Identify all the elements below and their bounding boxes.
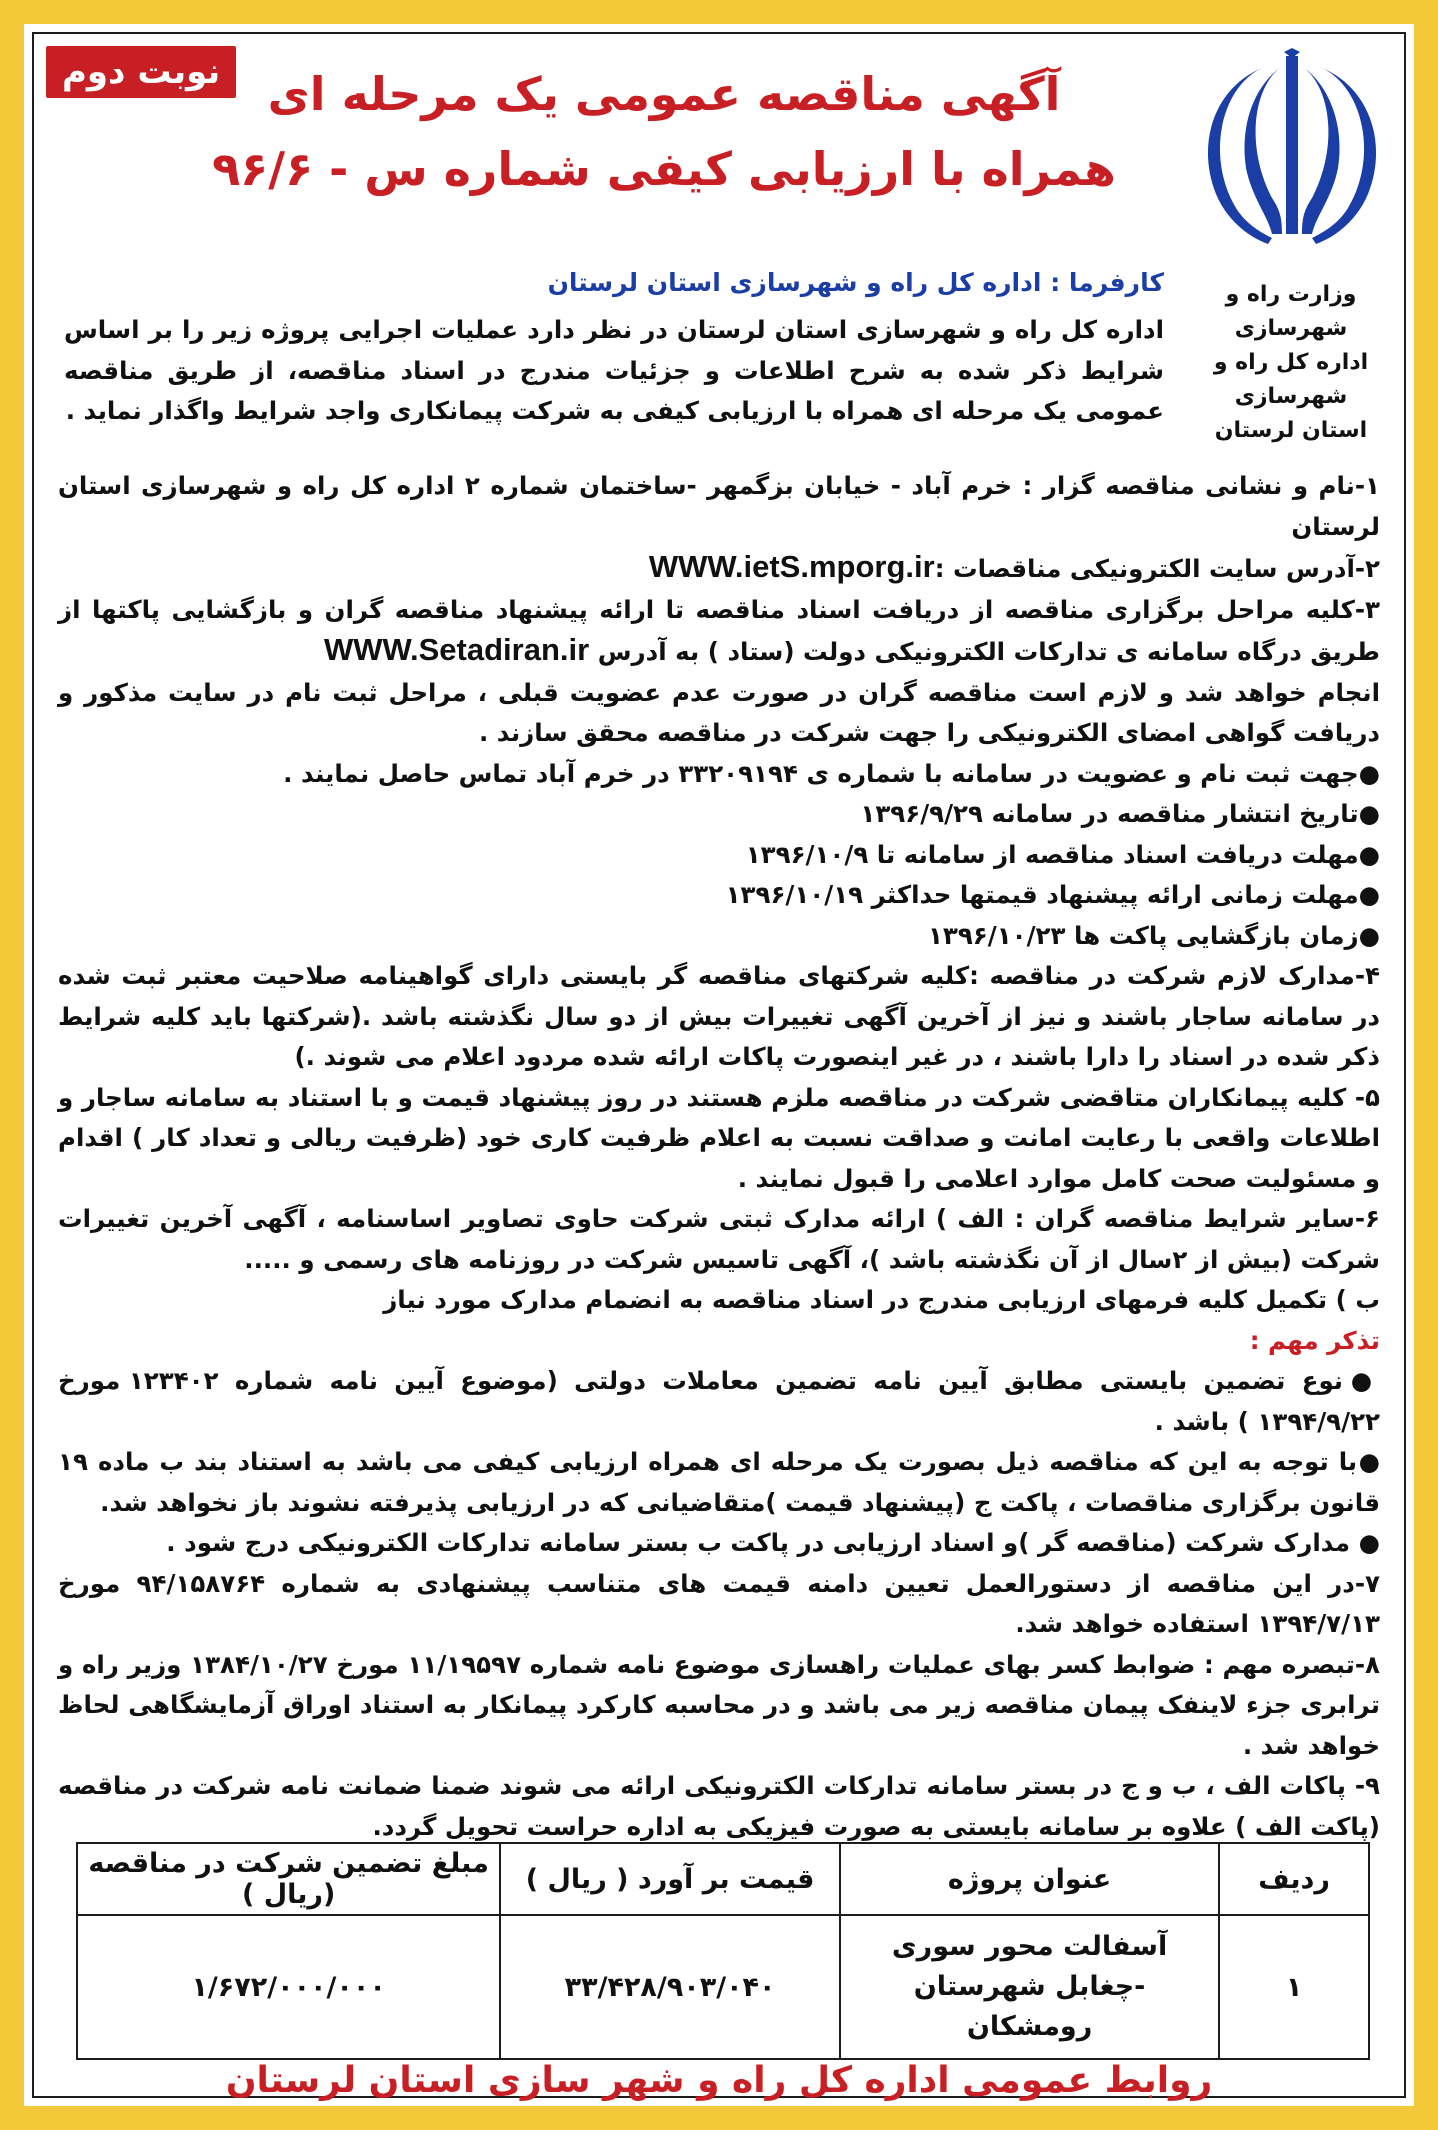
bullet-publish-date: ●تاریخ انتشار مناقصه در سامانه ۱۳۹۶/۹/۲۹ [860, 799, 1380, 828]
cell-row-number: ۱ [1219, 1915, 1369, 2059]
item-9: ۹- پاکات الف ، ب و ج در بستر سامانه تدارکات الکترونیکی ارائه می شوند ضمنا ضمانت نامه شرکت در مناقصه (پاکت الف ) علاوه بر سامانه بایستی به صورت فیزیکی به اداره حراست تحویل گردد. [58, 1771, 1380, 1841]
table-row [77, 1915, 1369, 2059]
project-table [76, 1842, 1370, 2060]
bullet-registration: ●جهت ثبت نام و عضویت در سامانه با شماره ی ۳۳۲۰۹۱۹۴ در خرم آباد تماس حاصل نمایند . [283, 758, 1380, 788]
note-1: ●نوع تضمین بایستی مطابق آیین نامه تضمین معاملات دولتی (موضوع آیین نامه شماره ۱۲۳۴۰۲ مورخ ۱۳۹۴/۹/۲۲ ) باشد . [58, 1366, 1380, 1436]
item-3 [58, 590, 1380, 673]
item-2-label: ۲-آدرس سایت الکترونیکی مناقصات : [934, 554, 1380, 583]
edition-badge: نوبت دوم [46, 46, 236, 98]
cell-guarantee: ۱/۶۷۲/۰۰۰/۰۰۰ [77, 1915, 500, 2059]
item-8: ۸-تبصره مهم : ضوابط کسر بهای عملیات راهسازی موضوع نامه شماره ۱۱/۱۹۵۹۷ مورخ ۱۳۸۴/۱۰/۲۷ وزیر راه و ترابری جزء لاینفک پیمان مناقصه زیر می باشد و در محاسبه کارکرد پیمانکار به استناد اوراق آزمایشگاهی لحاظ خواهد شد . [58, 1649, 1380, 1760]
ministry-line: استان لرستان [1214, 418, 1368, 443]
header-estimate: قیمت بر آورد ( ریال ) [500, 1843, 840, 1915]
cell-estimate: ۳۳/۴۲۸/۹۰۳/۰۴۰ [500, 1915, 840, 2059]
ministry-caption [1198, 278, 1384, 448]
item-6b: ب ) تکمیل کلیه فرمهای ارزیابی مندرج در اسناد مناقصه به انضمام مدارک مورد نیاز [383, 1285, 1380, 1314]
item-2 [58, 547, 1380, 590]
header-project-title: عنوان پروژه [840, 1843, 1219, 1915]
important-note-title: تذکر مهم : [1249, 1325, 1380, 1355]
item-4: ۴-مدارک لازم شرکت در مناقصه :کلیه شرکتهای مناقصه گر بایستی دارای گواهینامه صلاحیت معتبر ثبت شده در سامانه ساجار باشند و نیز از آخرین آگهی تغییرات بیش از دو سال نگذشته باشد .(شرکتها باید کلیه شرایط ذکر شده در اسناد را دارا باشند ، در غیر اینصورت پاکات ارائه شده مردود اعلام می شوند .) [58, 961, 1380, 1071]
setad-site-link[interactable]: WWW.Setadiran.ir [323, 632, 590, 667]
note-2: ●با توجه به این که مناقصه ذیل بصورت یک مرحله ای همراه ارزیابی کیفی می باشد به استناد بند ب ماده ۱۹ قانون برگزاری مناقصات ، پاکت ج (پیشنهاد قیمت )متقاضیانی که در ارزیابی پذیرفته نشوند باز نخواهد شد. [58, 1447, 1380, 1517]
item-6: ۶-سایر شرایط مناقصه گران : الف ) ارائه مدارک ثبتی شرکت حاوی تصاویر اساسنامه ، آگهی آخرین تغییرات شرکت (بیش از ۲سال از آن نگذشته باشد )، آگهی تاسیس شرکت در روزنامه های رسمی و ..... [58, 1204, 1380, 1274]
note-3: ● مدارک شرکت (مناقصه گر )و اسناد ارزیابی در پاکت ب بستر سامانه تدارکات الکترونیکی درج شود . [166, 1528, 1380, 1557]
item-5: ۵- کلیه پیمانکاران متاقضی شرکت در مناقصه ملزم هستند در روز پیشنهاد قیمت و با استناد به سامانه ساجار و اطلاعات واقعی با رعایت امانت و صداقت نسبت به اعلام ظرفیت کاری خود (ظرفیت ریالی و تعداد کار ) اقدام و مسئولیت صحت کامل موارد اعلامی را قبول نمایند . [58, 1082, 1380, 1193]
item-7: ۷-در این مناقصه از دستورالعمل تعیین دامنه قیمت های متناسب پیشنهادی به شماره ۹۴/۱۵۸۷۶۴ مورخ ۱۳۹۴/۷/۱۳ استفاده خواهد شد. [58, 1568, 1380, 1638]
tender-site-link[interactable]: WWW.ietS.mporg.ir [648, 549, 935, 584]
bullet-docs-deadline: ●مهلت دریافت اسناد مناقصه از سامانه تا ۱۳۹۶/۱۰/۹ [745, 839, 1380, 869]
notice-title: آگهی مناقصه عمومی یک مرحله ای [267, 67, 1061, 121]
header-guarantee: مبلغ تضمین شرکت در مناقصه (ریال ) [77, 1843, 500, 1915]
item-3-continued: انجام خواهد شد و لازم است مناقصه گران در صورت عدم عضویت قبلی ، مراحل ثبت نام در سایت مذکور و دریافت گواهی امضای الکترونیکی را جهت شرکت در مناقصه محقق سازند . [58, 677, 1380, 747]
cell-project-title: آسفالت محور سوری -چغابل شهرستان رومشکان [840, 1915, 1219, 2059]
item-3-text: ۳-کلیه مراحل برگزاری مناقصه از دریافت اسناد مناقصه تا ارائه پیشنهاد مناقصه گران و بازگشایی پاکتها از طریق درگاه سامانه ی تدارکات الکترونیکی دولت (ستاد ) به آدرس [58, 594, 1380, 666]
bullet-opening-date: ●زمان بازگشایی پاکت ها ۱۳۹۶/۱۰/۲۳ [927, 920, 1380, 950]
intro-paragraph: اداره کل راه و شهرسازی استان لرستان در نظر دارد عملیات اجرایی پروژه زیر را بر اساس شرایط ذکر شده به شرح اطلاعات و جزئیات مندرج در اسناد مناقصه، از طریق مناقصه عمومی یک مرحله ای همراه با ارزیابی کیفی به شرکت پیمانکاری واجد شرایط واگذار نماید . [64, 315, 1164, 425]
iran-emblem-icon [1202, 48, 1382, 248]
header-row-number: ردیف [1219, 1843, 1369, 1915]
notice-subtitle: همراه با ارزیابی کیفی شماره س - ۹۶/۶ [212, 142, 1116, 196]
employer-line: کارفرما : اداره کل راه و شهرسازی استان لرستان [547, 268, 1164, 297]
item-1: ۱-نام و نشانی مناقصه گزار : خرم آباد - خیابان بزگمهر -ساختمان شماره ۲ اداره کل راه و شهرسازی استان لرستان [58, 471, 1381, 541]
ministry-line: اداره کل راه و شهرسازی [1213, 350, 1369, 409]
ministry-line: وزارت راه و شهرسازی [1225, 282, 1357, 341]
public-relations-footer: روابط عمومی اداره کل راه و شهر سازی استان لرستان [225, 2060, 1213, 2101]
notice-body [58, 466, 1380, 1847]
bullet-offer-deadline: ●مهلت زمانی ارائه پیشنهاد قیمتها حداکثر ۱۳۹۶/۱۰/۱۹ [725, 880, 1380, 909]
table-header-row [77, 1843, 1369, 1915]
